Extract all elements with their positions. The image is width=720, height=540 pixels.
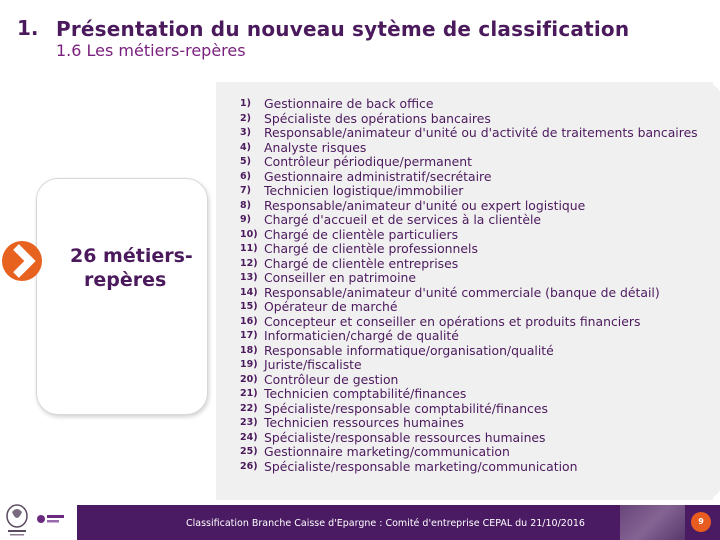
list-item-label: Spécialiste des opérations bancaires [264,110,491,126]
list-item-label: Conseiller en patrimoine [264,270,416,285]
list-item [240,344,702,359]
list-item-label: Responsable/animateur d'unité commerciale (banque de détail) [264,284,660,300]
list-item [240,402,702,417]
list-item [240,112,702,127]
list-item [240,387,702,402]
list-item-number: 2) [240,112,251,124]
list-item-number: 25) [240,446,258,457]
list-item-number: 24) [240,431,258,443]
seal-logo-icon [4,502,30,538]
list-item-number: 21) [240,388,258,399]
list-item-number: 4) [240,141,251,153]
list-item [240,416,702,431]
list-item-label: Chargé de clientèle professionnels [264,241,478,256]
page-number-badge: 9 [691,512,711,532]
summary-line2: repères [84,269,167,291]
list-item-number: 5) [240,156,251,167]
list-item-number: 17) [240,330,258,341]
list-item [240,431,702,446]
list-item-label: Responsable/animateur d'unité ou d'activité de traitements bancaires [264,125,698,140]
list-item-number: 23) [240,417,258,428]
list-item-number: 12) [240,257,258,269]
list-item-number: 26) [240,460,258,472]
list-item-label: Spécialiste/responsable ressources humaines [264,429,546,445]
summary-count [70,244,220,292]
list-item-label: Gestionnaire marketing/communication [264,444,510,459]
list-item-number: 18) [240,344,258,356]
list-item-label: Gestionnaire administratif/secrétaire [264,168,492,184]
list-item-number: 15) [240,301,258,312]
list-item-number: 22) [240,402,258,414]
list-item-number: 8) [240,199,251,211]
list-item-label: Technicien comptabilité/finances [264,386,467,401]
list-item-number: 9) [240,214,251,225]
list-item-label: Concepteur et conseiller en opérations et produits financiers [264,313,641,329]
list-item-label: Analyste risques [264,139,367,155]
list-item [240,184,702,199]
list-item-label: Contrôleur périodique/permanent [264,154,472,169]
brand-logo-icon [36,511,66,527]
list-item-number: 14) [240,286,258,298]
list-item-label: Technicien logistique/immobilier [264,183,464,198]
list-item [240,155,702,170]
list-item-label: Chargé de clientèle entreprises [264,255,459,271]
footer-photo [620,505,685,540]
list-item-number: 20) [240,373,258,385]
list-item [240,199,702,214]
page-title: Présentation du nouveau sytème de classification [56,17,630,41]
list-item [240,286,702,301]
list-item-label: Responsable/animateur d'unité ou expert logistique [264,197,586,213]
list-item-number: 1) [240,98,251,109]
summary-card [36,178,208,415]
list-item-label: Contrôleur de gestion [264,371,399,387]
list-item [240,126,702,141]
page-subtitle: 1.6 Les métiers-repères [56,41,246,60]
list-item-label: Technicien ressources humaines [264,415,464,430]
list-item [240,141,702,156]
job-list [240,97,702,474]
list-item-label: Gestionnaire de back office [264,96,434,111]
list-item-label: Juriste/fiscaliste [264,357,362,372]
section-number: 1. [17,16,39,40]
list-item [240,445,702,460]
list-item [240,97,702,112]
list-item [240,228,702,243]
list-item-number: 16) [240,315,258,327]
list-item-label: Chargé d'accueil et de services à la clientèle [264,212,542,227]
list-item [240,257,702,272]
list-item-number: 11) [240,243,258,254]
list-item [240,329,702,344]
list-item [240,271,702,286]
list-item-label: Opérateur de marché [264,299,398,314]
list-item-number: 13) [240,272,258,283]
list-item-number: 10) [240,228,258,240]
summary-line1: 26 métiers- [70,245,193,267]
list-item-label: Responsable informatique/organisation/qualité [264,342,554,358]
list-item [240,170,702,185]
footer-text: Classification Branche Caisse d'Epargne : Comité d'entreprise CEPAL du 21/10/2016 [186,518,585,529]
list-item-label: Informaticien/chargé de qualité [264,328,459,343]
list-item [240,315,702,330]
list-item-number: 6) [240,170,251,182]
list-item [240,358,702,373]
list-item [240,300,702,315]
list-item [240,460,702,475]
list-item-number: 19) [240,359,258,370]
list-item [240,373,702,388]
list-item-label: Spécialiste/responsable comptabilité/finances [264,400,548,416]
chevron-right-icon [0,233,56,289]
list-item-number: 7) [240,185,251,196]
list-item-label: Spécialiste/responsable marketing/communication [264,458,578,474]
list-item [240,242,702,257]
list-item-number: 3) [240,127,251,138]
list-item-label: Chargé de clientèle particuliers [264,226,459,242]
list-item [240,213,702,228]
